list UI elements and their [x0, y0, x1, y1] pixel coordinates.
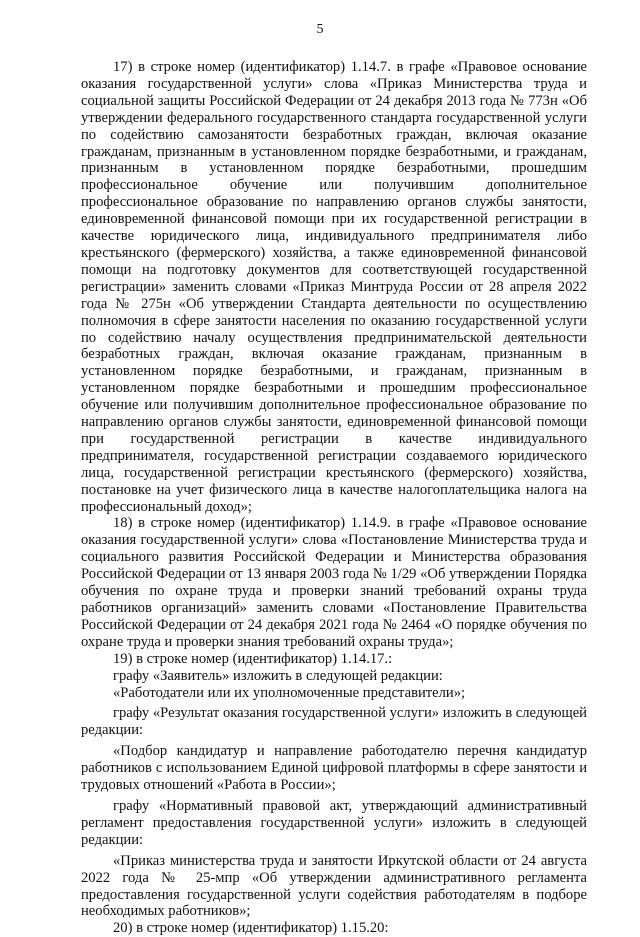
paragraph-item-19: 19) в строке номер (идентификатор) 1.14.17.: [113, 650, 393, 667]
document-body [81, 59, 587, 937]
paragraph-applicant-column: графу «Заявитель» изложить в следующей редакции: [113, 667, 443, 684]
paragraph-item-17: 17) в строке номер (идентификатор) 1.14.7. в графе «Правовое основание оказания государственной услуги» слова «Приказ Министерства труда и социальной защиты Российской Федерации от 24 декабря 2013 года № 773н «Об утверждении федерального государственного стандарта государственной услуги по содействию самозанятости безработных граждан, включая оказание гражданам, признанным в установленном порядке безработными, и гражданам, признанным в установленном порядке безработными, прошедшим профессиональное обучение или получившим дополнительное профессиональное образование по направлению органов службы занятости, единовременной финансовой помощи при их государственной регистрации в качестве юридического лица, индивидуального предпринимателя либо крестьянского (фермерского) хозяйства, а также единовременной финансовой помощи на подготовку документов для соответствующей государственной регистрации» заменить словами «Приказ Минтруда России от 28 апреля 2022 года № 275н «Об утверждении Стандарта деятельности по осуществлению полномочия в сфере занятости населения по оказанию государственной услуги по содействию началу осуществления предпринимательской деятельности безработных граждан, включая оказание гражданам, признанным в установленном порядке безработными, и гражданам, признанным в установленном порядке безработными и прошедшим профессиональное обучение или получившим дополнительное профессиональное образование по направлению органов службы занятости, единовременной финансовой помощи при государственной регистрации в качестве индивидуального предпринимателя, государственной регистрации создаваемого юридического лица, государственной регистрации крестьянского (фермерского) хозяйства, постановке на учет физического лица в качестве налогоплательщика налога на профессиональный доход»; [81, 59, 587, 515]
paragraph-result-value: «Подбор кандидатур и направление работодателю перечня кандидатур работников с использованием Единой цифровой платформы в сфере занятости и трудовых отношений «Работа в России»; [81, 743, 587, 794]
paragraph-item-20: 20) в строке номер (идентификатор) 1.15.20: [113, 920, 389, 937]
paragraph-result-column: графу «Результат оказания государственной услуги» изложить в следующей редакции: [81, 705, 587, 739]
paragraph-regulation-column: графу «Нормативный правовой акт, утверждающий административный регламент предоставления государственной услуги» изложить в следующей редакции: [81, 797, 587, 848]
paragraph-applicant-value: «Работодатели или их уполномоченные представители»; [113, 684, 466, 701]
paragraph-item-18: 18) в строке номер (идентификатор) 1.14.9. в графе «Правовое основание оказания государственной услуги» слова «Постановление Министерства труда и социального развития Российской Федерации и Министерства образования Российской Федерации от 13 января 2003 года № 1/29 «Об утверждении Порядка обучения по охране труда и проверки знаний требований охраны труда работников организаций» заменить словами «Постановление Правительства Российской Федерации от 24 декабря 2021 года № 2464 «О порядке обучения по охране труда и проверки знания требований охраны труда»; [81, 515, 587, 650]
paragraph-regulation-value: «Приказ министерства труда и занятости Иркутской области от 24 августа 2022 года № 25-мпр «Об утверждении административного регламента предоставления государственной услуги содействия работодателям в подборе необходимых работников»; [81, 852, 587, 920]
page-number: 5 [316, 22, 324, 37]
